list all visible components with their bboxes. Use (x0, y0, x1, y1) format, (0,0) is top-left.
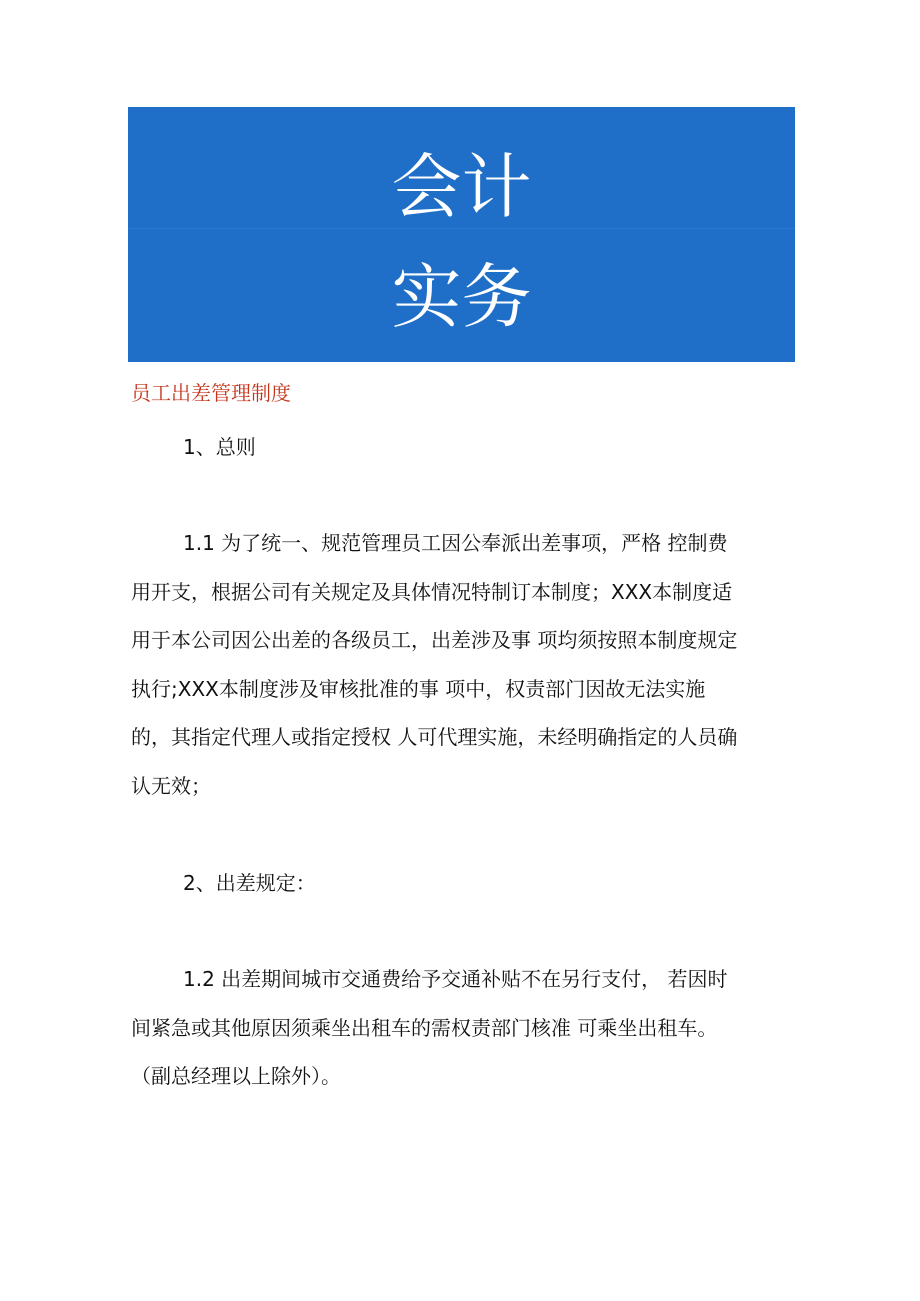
paragraph-line: 的，其指定代理人或指定授权 人可代理实施，未经明确指定的人员确 (131, 725, 738, 749)
paragraph-line: 1.1 为了统一、规范管理员工因公奉派出差事项，严格 控制费 (183, 531, 728, 555)
banner-title-line2: 实务 (391, 256, 532, 338)
paragraph-line: 用开支，根据公司有关规定及具体情况特制订本制度；XXX本制度适 (131, 579, 733, 604)
paragraph-line: 执行;XXX本制度涉及审核批准的事 项中，权责部门因故无法实施 (131, 676, 706, 701)
banner-divider (128, 228, 795, 229)
section-heading-general: 1、总则 (183, 435, 256, 459)
section-heading-travel-rules: 2、出差规定： (183, 871, 316, 895)
document-title: 员工出差管理制度 (131, 381, 291, 405)
paragraph-line: 认无效； (131, 773, 211, 798)
paragraph-line: 1.2 出差期间城市交通费给予交通补贴不在另行支付， 若因时 (183, 967, 728, 991)
section2-paragraph (131, 955, 811, 1101)
cover-banner (128, 107, 795, 362)
paragraph-line: 间紧急或其他原因须乘坐出租车的需权责部门核准 可乘坐出租车。 (131, 1015, 718, 1040)
section1-paragraph (131, 519, 811, 810)
paragraph-line: 用于本公司因公出差的各级员工，出差涉及事 项均须按照本制度规定 (131, 628, 738, 652)
paragraph-line: （副总经理以上除外）。 (131, 1064, 341, 1088)
banner-title-line1: 会计 (391, 146, 532, 228)
